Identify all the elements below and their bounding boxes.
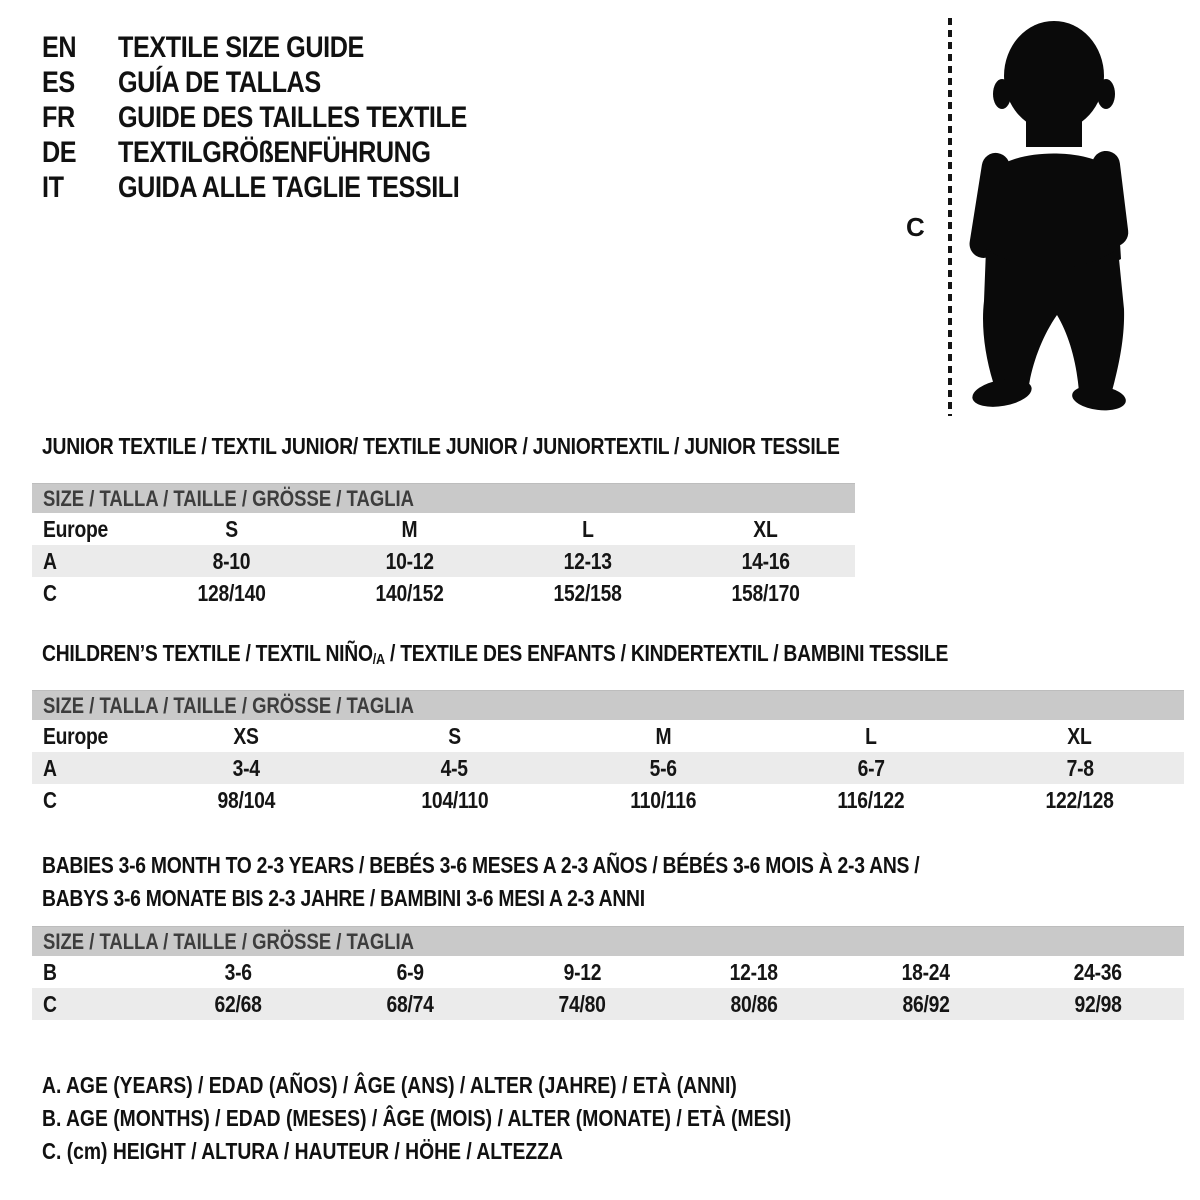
language-code: DE	[42, 136, 77, 169]
nino-a-subscript: /A	[372, 651, 385, 668]
cell: 3-6	[224, 958, 252, 985]
table-row	[32, 752, 1184, 784]
note-c: C. (cm) HEIGHT / ALTURA / HAUTEUR / HÖHE / ALTEZZA	[42, 1138, 563, 1164]
language-code: IT	[42, 171, 64, 204]
table-row	[32, 545, 855, 577]
table-row	[32, 988, 1184, 1020]
cell: 4-5	[440, 754, 469, 781]
babies-section-title	[42, 849, 1087, 915]
language-title: GUIDA ALLE TAGLIE TESSILI	[118, 171, 460, 204]
cell: 14-16	[741, 547, 790, 574]
babies-title-line1: BABIES 3-6 MONTH TO 2-3 YEARS / BEBÉS 3-6 MESES A 2-3 AÑOS / BÉBÉS 3-6 MOIS À 2-3 ANS /	[42, 852, 920, 878]
babies-title-line2: BABYS 3-6 MONATE BIS 2-3 JAHRE / BAMBINI 3-6 MESI A 2-3 ANNI	[42, 885, 645, 911]
size-header-bar: SIZE / TALLA / TAILLE / GRÖSSE / TAGLIA	[32, 926, 1184, 956]
note-a: A. AGE (YEARS) / EDAD (AÑOS) / ÂGE (ANS) / ALTER (JAHRE) / ETÀ (ANNI)	[42, 1072, 737, 1098]
cell: 6-9	[396, 958, 424, 985]
language-title-list	[42, 30, 533, 205]
cell: M	[401, 515, 418, 542]
language-code: ES	[42, 66, 75, 99]
cell: S	[448, 722, 461, 749]
cell: 6-7	[857, 754, 885, 781]
language-code: FR	[42, 101, 75, 134]
row-label: A	[43, 547, 57, 574]
cell: 10-12	[385, 547, 434, 574]
language-title: GUIDE DES TAILLES TEXTILE	[118, 101, 467, 134]
row-label: C	[43, 990, 57, 1017]
language-code: EN	[42, 31, 77, 64]
cell: 128/140	[197, 579, 266, 606]
cell: 18-24	[901, 958, 951, 985]
cell: 140/152	[375, 579, 444, 606]
cell: 12-13	[563, 547, 612, 574]
cell: 116/122	[837, 786, 905, 813]
cell: 104/110	[421, 786, 489, 813]
row-label: C	[43, 786, 57, 813]
legend-notes	[42, 1069, 934, 1168]
cell: 98/104	[217, 786, 275, 813]
cell: 8-10	[212, 547, 250, 574]
cell: S	[224, 515, 238, 542]
cell: 62/68	[214, 990, 262, 1017]
cell: 5-6	[649, 754, 677, 781]
cell: L	[865, 722, 878, 749]
cell: 122/128	[1045, 786, 1114, 813]
table-row	[32, 956, 1184, 988]
childrens-size-table	[32, 690, 1184, 816]
language-title: TEXTILE SIZE GUIDE	[118, 31, 364, 64]
cell: 92/98	[1074, 990, 1122, 1017]
table-row	[32, 784, 1184, 816]
cell: L	[581, 515, 594, 542]
cell: 74/80	[558, 990, 606, 1017]
row-label: Europe	[43, 722, 109, 749]
language-row	[42, 100, 533, 135]
cell: 152/158	[553, 579, 622, 606]
language-row	[42, 65, 533, 100]
table-row	[32, 513, 855, 545]
language-title: GUÍA DE TALLAS	[118, 66, 321, 99]
cell: 12-18	[729, 958, 779, 985]
language-row	[42, 135, 533, 170]
size-header-bar: SIZE / TALLA / TAILLE / GRÖSSE / TAGLIA	[32, 483, 855, 513]
row-label: A	[43, 754, 57, 781]
cell: 110/116	[630, 786, 696, 813]
row-label: Europe	[43, 515, 109, 542]
cell: XL	[1067, 722, 1092, 749]
language-title: TEXTILGRÖßENFÜHRUNG	[118, 136, 431, 169]
language-row	[42, 170, 533, 205]
cell: 158/170	[731, 579, 800, 606]
cell: 7-8	[1066, 754, 1094, 781]
height-measure-line	[948, 18, 952, 416]
cell: 9-12	[563, 958, 601, 985]
cell: 86/92	[902, 990, 950, 1017]
junior-section-title: JUNIOR TEXTILE / TEXTIL JUNIOR/ TEXTILE JUNIOR / JUNIORTEXTIL / JUNIOR TESSILE	[42, 433, 840, 459]
table-row	[32, 720, 1184, 752]
cell: 68/74	[386, 990, 434, 1017]
cell: 24-36	[1073, 958, 1123, 985]
row-label: B	[43, 958, 57, 985]
table-row	[32, 577, 855, 609]
height-measure-label: C	[906, 212, 925, 242]
cell: XS	[233, 722, 259, 749]
baby-silhouette-icon	[966, 17, 1136, 417]
cell: 3-4	[232, 754, 260, 781]
row-label: C	[43, 579, 57, 606]
note-b: B. AGE (MONTHS) / EDAD (MESES) / ÂGE (MOIS) / ALTER (MONATE) / ETÀ (MESI)	[42, 1105, 792, 1131]
language-row	[42, 30, 533, 65]
cell: XL	[753, 515, 778, 542]
junior-size-table	[32, 483, 855, 609]
cell: 80/86	[730, 990, 778, 1017]
size-header-bar: SIZE / TALLA / TAILLE / GRÖSSE / TAGLIA	[32, 690, 1184, 720]
childrens-section-title: CHILDREN’S TEXTILE / TEXTIL NIÑO/A / TEXTILE DES ENFANTS / KINDERTEXTIL / BAMBINI TESSILE	[42, 640, 949, 668]
cell: M	[655, 722, 671, 749]
babies-size-table	[32, 926, 1184, 1020]
